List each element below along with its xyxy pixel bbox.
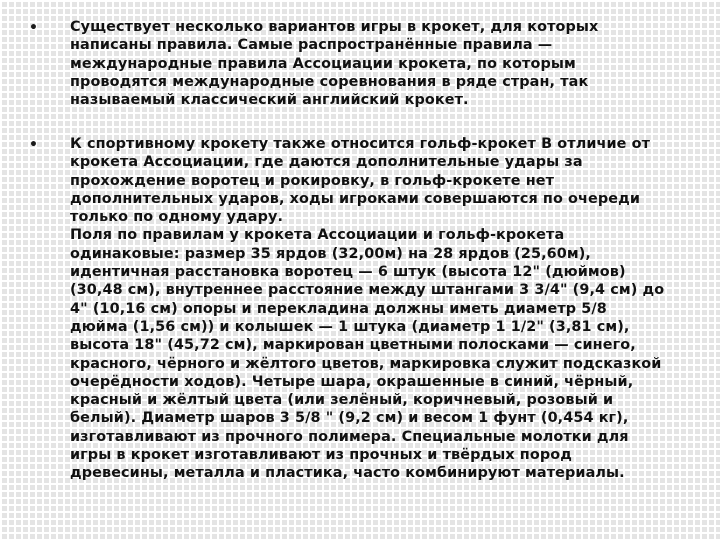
bullet-item-golf-croquet — [29, 135, 669, 483]
bullet-marker: • — [29, 137, 38, 153]
bullet-item-variants — [29, 18, 669, 109]
bullet-marker: • — [29, 20, 38, 36]
bullet-text-golf-croquet: К спортивному крокету также относится гольф-крокет В отличие от крокета Ассоциации, где даются дополнительные удары за прохождение воротец и рокировку, в гольф-крокете нет дополнительных ударов, ходы игроками совершаются по очереди только по одному удару. Поля по правилам у крокета Ассоциации и гольф-крокета одинаковые: размер 35 ярдов (32,00м) на 28 ярдов (25,60м), идентичная расстановка воротец — 6 штук (высота 12" (дюймов) (30,48 см), внутреннее расстояние между штангами 3 3/4" (9,4 см) до 4" (10,16 см) опоры и перекладина должны иметь диаметр 5/8 дюйма (1,56 см)) и колышек — 1 штука (диаметр 1 1/2" (3,81 см), высота 18" (45,72 см), маркирован цветными полосками — синего, красного, чёрного и жёлтого цветов, маркировка служит подсказкой очерёдности ходов). Четыре шара, окрашенные в синий, чёрный, красный и жёлтый цвета (или зелёный, коричневый, розовый и белый). Диаметр шаров 3 5/8 " (9,2 см) и весом 1 фунт (0,454 кг), изготавливают из прочного полимера. Специальные молотки для игры в крокет изготавливают из прочных и твёрдых пород древесины, металла и пластика, часто комбинируют материалы. — [70, 136, 665, 482]
bullet-text-variants: Существует несколько вариантов игры в крокет, для которых написаны правила. Самые распространённые правила — международные правила Ассоциации крокета, по которым проводятся международные соревнования в ряде стран, так называемый классический английский крокет. — [70, 19, 599, 109]
